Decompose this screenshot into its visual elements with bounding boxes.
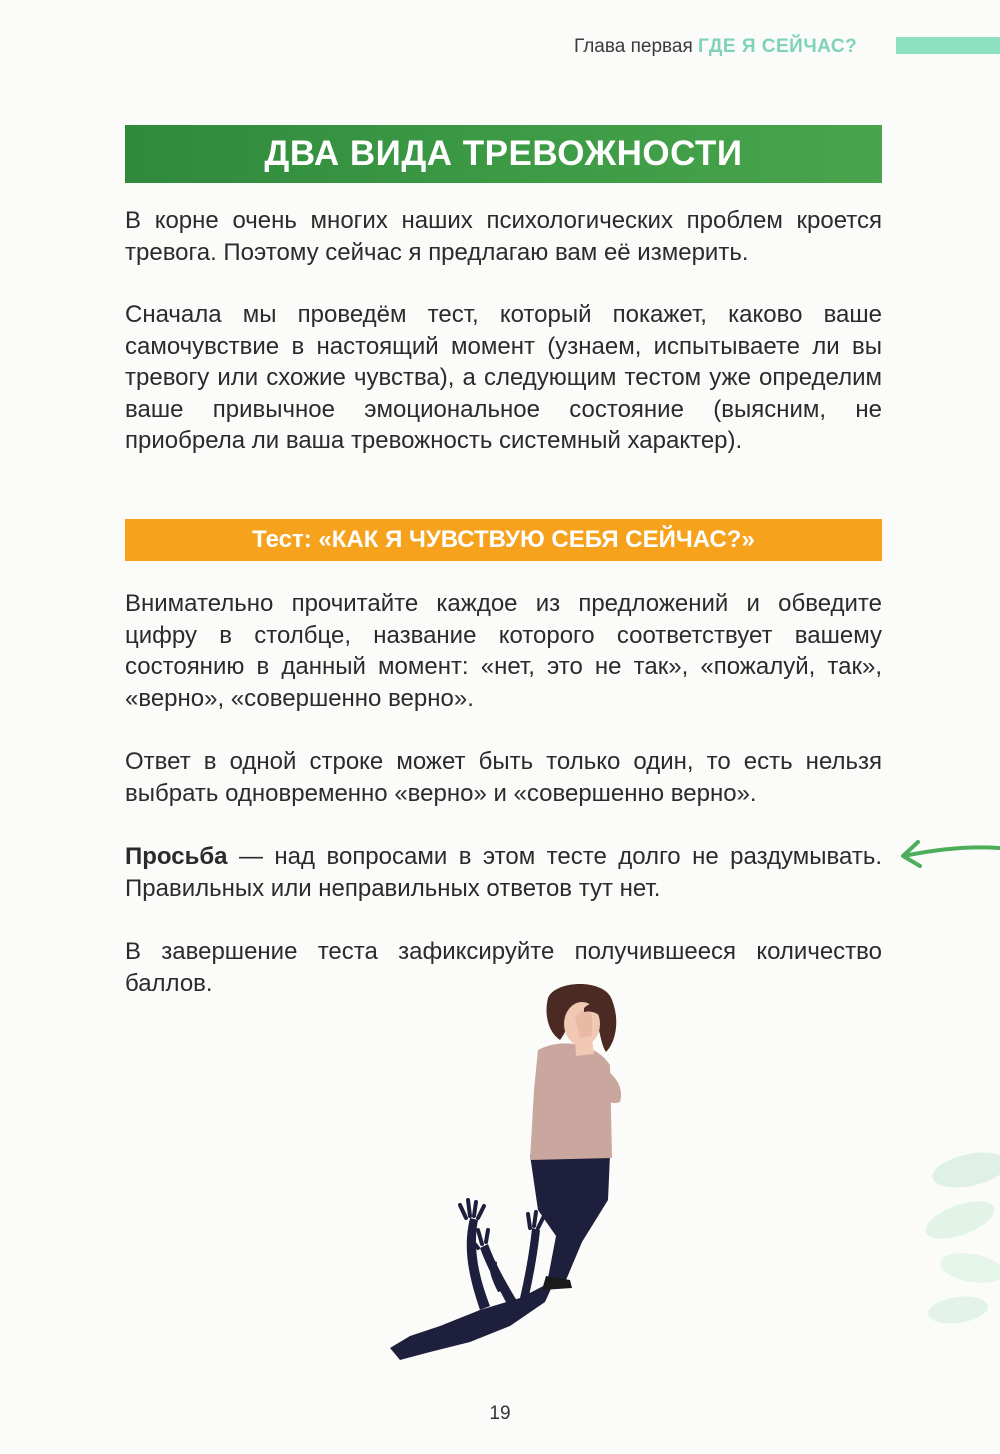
paragraph-request [125, 841, 882, 904]
header-accent-bar [896, 37, 1000, 54]
paragraph-instructions: Внимательно прочитайте каждое из предложений и обведите цифру в столбце, название которого соответствует вашему состоянию в данный момент: «нет, это не так», «пожалуй, так», «верно», «совершенно верно». [125, 590, 882, 712]
page-number: 19 [489, 1403, 511, 1424]
arrow-left-icon [898, 836, 1000, 876]
request-label: Просьба [125, 843, 228, 870]
request-text: — над вопросами в этом тесте долго не раздумывать. Правильных или неправильных ответов тут нет. [125, 843, 882, 902]
section-title-banner [125, 125, 882, 183]
paragraph-one-answer: Ответ в одной строке может быть только один, то есть нельзя выбрать одновременно «верно» и «совершенно верно». [125, 748, 882, 807]
shadow-hands-icon [390, 1200, 555, 1360]
section-title: ДВА ВИДА ТРЕВОЖНОСТИ [264, 134, 743, 173]
paragraph-intro: В корне очень многих наших психологических проблем кроется тревога. Поэтому сейчас я предлагаю вам её измерить. [125, 207, 882, 266]
running-head [574, 36, 857, 58]
paragraph-tests-overview: Сначала мы проведём тест, который покажет, каково ваше самочувствие в настоящий момент (узнаем, испытываете ли вы тревогу или схожие чувства), а следующим тестом уже определим ваше привычное эмоциональное состояние (выясним, не приобрела ли ваша тревожность системный характер). [125, 301, 882, 454]
test-title-banner [125, 519, 882, 561]
chapter-name: ГДЕ Я СЕЙЧАС? [698, 36, 858, 57]
leaves-decoration [910, 1150, 1000, 1330]
test-title: Тест: «КАК Я ЧУВСТВУЮ СЕБЯ СЕЙЧАС?» [252, 526, 755, 553]
chapter-label: Глава первая [574, 36, 693, 57]
anxious-woman-illustration [370, 980, 630, 1380]
paragraph-score: В завершение теста зафиксируйте получившееся количество баллов. [125, 938, 882, 997]
